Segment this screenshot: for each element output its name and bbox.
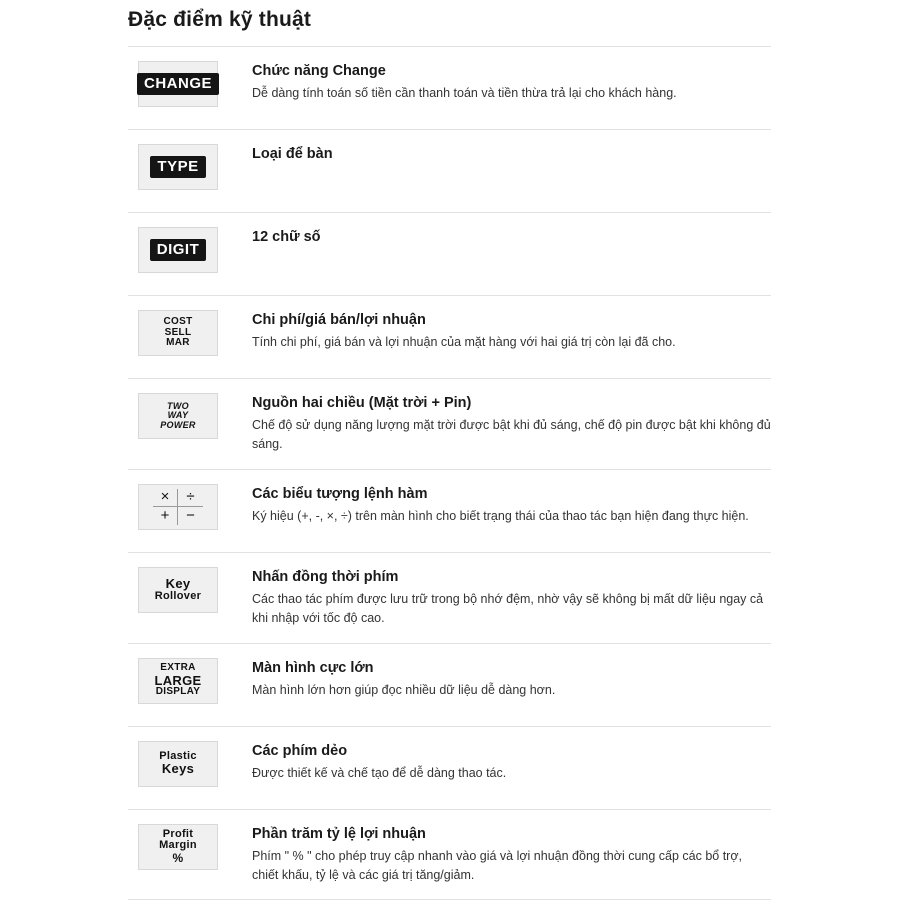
spec-list xyxy=(128,46,771,900)
cost-sell-margin-badge-icon xyxy=(138,310,218,356)
badge-line: Plastic xyxy=(159,751,197,763)
spec-title: Các biểu tượng lệnh hàm xyxy=(252,486,771,502)
list-item xyxy=(128,47,771,130)
spec-text-cell xyxy=(232,567,771,629)
spec-description: Màn hình lớn hơn giúp đọc nhiều dữ liệu dễ dàng hơn. xyxy=(252,681,771,700)
badge-line: COST xyxy=(164,317,193,328)
profit-margin-badge-icon xyxy=(138,824,218,870)
list-item xyxy=(128,470,771,553)
spec-title: Màn hình cực lớn xyxy=(252,660,771,676)
badge-text: TYPE xyxy=(150,156,205,178)
spec-description: Các thao tác phím được lưu trữ trong bộ nhớ đệm, nhờ vậy sẽ không bị mất dữ liệu ngay cả khi nhập với tốc độ cao. xyxy=(252,590,771,629)
multiply-icon: × xyxy=(153,489,178,507)
spec-title: Các phím dẻo xyxy=(252,743,771,759)
minus-icon: − xyxy=(178,507,203,525)
badge-line: Profit xyxy=(163,829,194,841)
spec-title: Nhấn đồng thời phím xyxy=(252,569,771,585)
divide-icon: ÷ xyxy=(178,489,203,507)
plastic-keys-badge-icon xyxy=(138,741,218,787)
digit-badge-icon xyxy=(138,227,218,273)
badge-text: DIGIT xyxy=(150,239,207,261)
spec-icon-cell xyxy=(128,144,232,190)
list-item xyxy=(128,213,771,296)
badge-line: EXTRA xyxy=(160,663,195,674)
spec-icon-cell xyxy=(128,658,232,704)
spec-icon-cell xyxy=(128,484,232,530)
spec-text-cell xyxy=(232,61,771,103)
list-item xyxy=(128,379,771,470)
spec-icon-cell xyxy=(128,393,232,439)
spec-text-cell xyxy=(232,824,771,886)
symbol-grid xyxy=(153,489,203,525)
list-item xyxy=(128,727,771,810)
spec-icon-cell xyxy=(128,824,232,870)
badge-line: Rollover xyxy=(155,591,201,603)
operator-symbols-badge-icon xyxy=(138,484,218,530)
spec-icon-cell xyxy=(128,61,232,107)
spec-text-cell xyxy=(232,310,771,352)
spec-text-cell xyxy=(232,658,771,700)
spec-description: Chế độ sử dụng năng lượng mặt trời được bật khi đủ sáng, chế độ pin được bật khi không đủ sáng. xyxy=(252,416,771,455)
badge-line: MAR xyxy=(166,338,190,349)
spec-description: Ký hiệu (+, -, ×, ÷) trên màn hình cho biết trạng thái của thao tác bạn hiện đang thực hiện. xyxy=(252,507,771,526)
badge-line: TWO xyxy=(167,402,189,411)
plus-icon: + xyxy=(153,507,178,525)
badge-line: SELL xyxy=(165,328,192,339)
spec-title: 12 chữ số xyxy=(252,229,771,245)
two-way-power-badge-icon xyxy=(138,393,218,439)
spec-icon-cell xyxy=(128,310,232,356)
badge-line: Keys xyxy=(162,762,194,776)
spec-text-cell xyxy=(232,741,771,783)
list-item xyxy=(128,810,771,900)
badge-line: Key xyxy=(166,577,191,591)
spec-icon-cell xyxy=(128,227,232,273)
page-title: Đặc điểm kỹ thuật xyxy=(128,0,771,46)
type-badge-icon xyxy=(138,144,218,190)
spec-text-cell xyxy=(232,144,771,167)
badge-line: WAY xyxy=(168,411,189,420)
badge-line: LARGE xyxy=(155,674,202,688)
badge-text: CHANGE xyxy=(137,73,219,95)
spec-title: Loại để bàn xyxy=(252,146,771,162)
badge-line: % xyxy=(173,852,184,865)
spec-text-cell xyxy=(232,227,771,250)
list-item xyxy=(128,644,771,727)
spec-title: Chức năng Change xyxy=(252,63,771,79)
key-rollover-badge-icon xyxy=(138,567,218,613)
spec-title: Phần trăm tỷ lệ lợi nhuận xyxy=(252,826,771,842)
spec-title: Nguồn hai chiều (Mặt trời + Pin) xyxy=(252,395,771,411)
spec-description: Phím " % " cho phép truy cập nhanh vào giá và lợi nhuận đồng thời cung cấp các bổ trợ, chiết khấu, tỷ lệ và các giá trị tăng/giảm. xyxy=(252,847,771,886)
spec-icon-cell xyxy=(128,567,232,613)
badge-line: POWER xyxy=(160,421,196,430)
spec-text-cell xyxy=(232,393,771,455)
list-item xyxy=(128,130,771,213)
list-item xyxy=(128,296,771,379)
change-badge-icon xyxy=(138,61,218,107)
spec-text-cell xyxy=(232,484,771,526)
spec-description: Dễ dàng tính toán số tiền cần thanh toán và tiền thừa trả lại cho khách hàng. xyxy=(252,84,771,103)
spec-icon-cell xyxy=(128,741,232,787)
badge-line: DISPLAY xyxy=(156,687,201,698)
badge-line: Margin xyxy=(159,840,197,852)
extra-large-display-badge-icon xyxy=(138,658,218,704)
list-item xyxy=(128,553,771,644)
spec-description: Được thiết kế và chế tạo để dễ dàng thao tác. xyxy=(252,764,771,783)
spec-description: Tính chi phí, giá bán và lợi nhuận của mặt hàng với hai giá trị còn lại đã cho. xyxy=(252,333,771,352)
spec-title: Chi phí/giá bán/lợi nhuận xyxy=(252,312,771,328)
